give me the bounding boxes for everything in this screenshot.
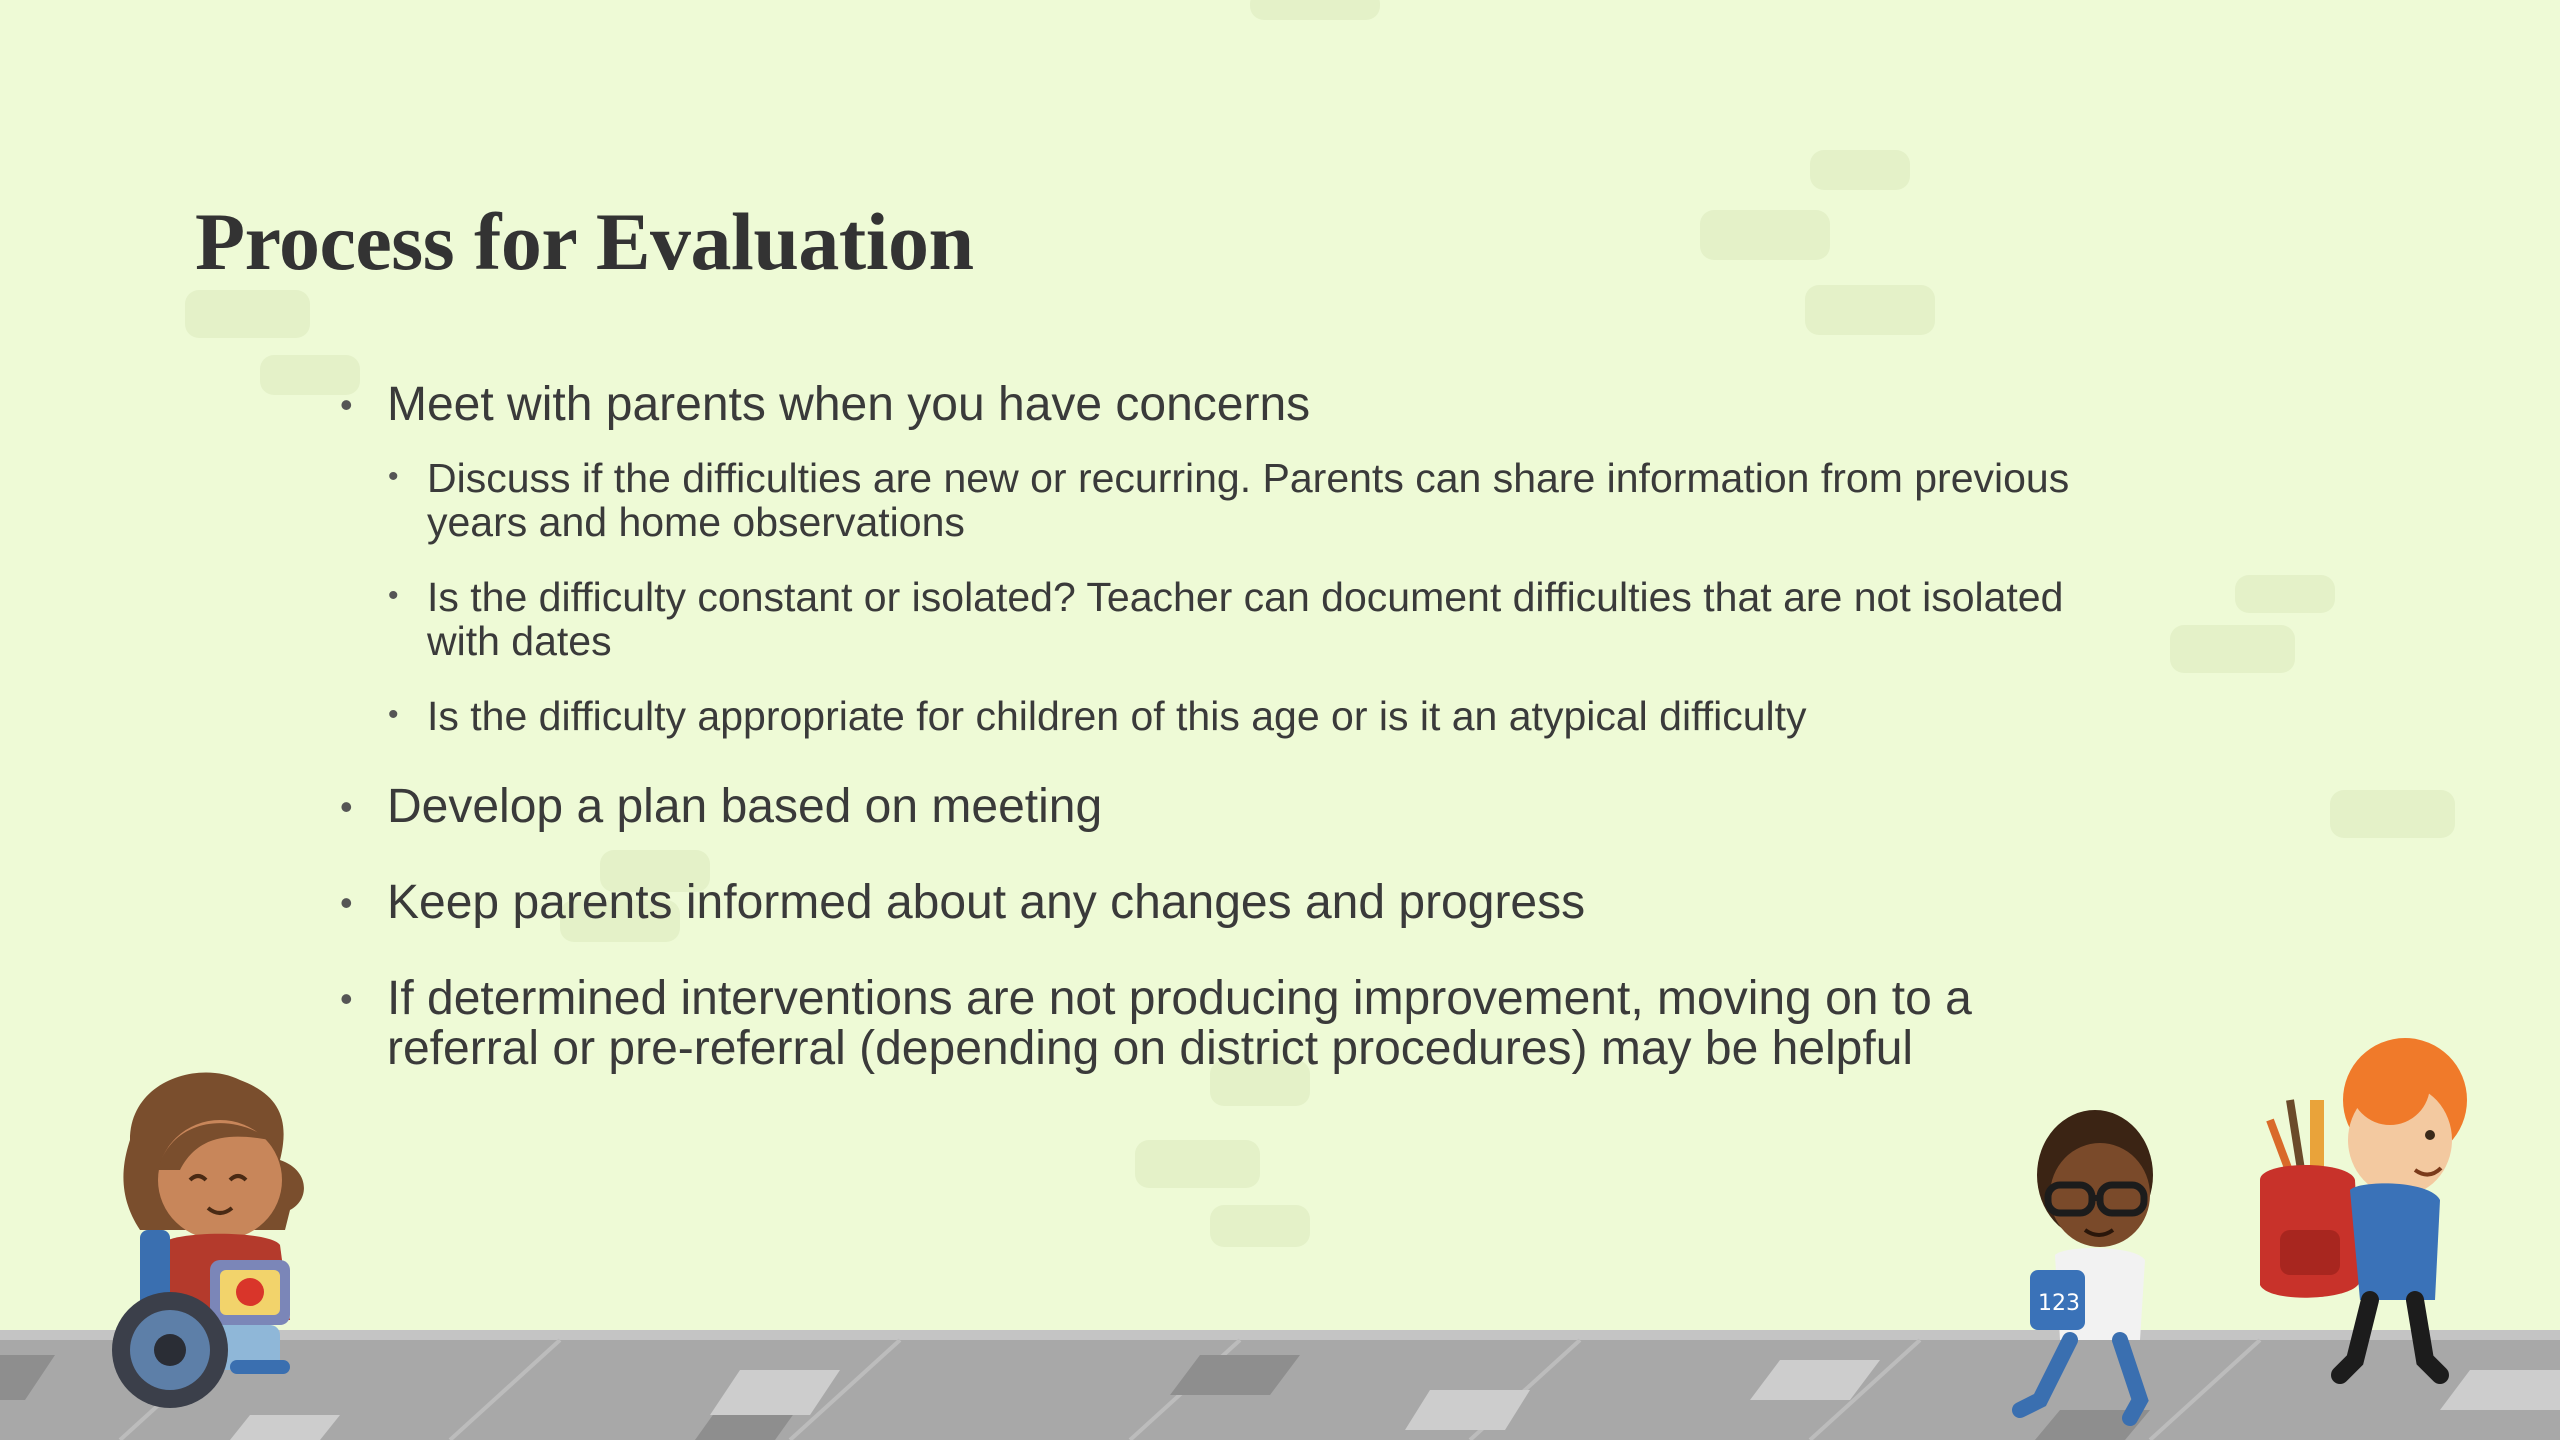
- sub-bullet-text: Discuss if the difficulties are new or recurring. Parents can share information from previous years and home observations: [427, 455, 2070, 545]
- sub-bullet-text: Is the difficulty appropriate for children of this age or is it an atypical difficulty: [427, 693, 1807, 739]
- background-brick: [1250, 0, 1380, 20]
- background-brick: [2170, 625, 2295, 673]
- child-with-book-illustration: [2000, 1100, 2200, 1430]
- child-in-wheelchair-illustration: [80, 1060, 380, 1420]
- bullet-item: [340, 974, 2120, 1074]
- book-digits: 123: [2038, 1291, 2080, 1316]
- background-brick: [185, 290, 310, 338]
- background-brick: [1810, 150, 1910, 190]
- background-brick: [1210, 1205, 1310, 1247]
- sub-bullet-item: [388, 694, 2120, 738]
- bullet-item: [340, 878, 2120, 928]
- bullet-text: Develop a plan based on meeting: [387, 780, 1103, 833]
- bullet-list: [340, 380, 2120, 1074]
- sub-bullet-text: Is the difficulty constant or isolated? Teacher can document difficulties that are not isolated with dates: [427, 574, 2064, 664]
- background-brick: [2235, 575, 2335, 613]
- bullet-item: [340, 782, 2120, 832]
- sub-bullet-item: [388, 456, 2120, 544]
- bullet-item: [340, 380, 2120, 430]
- background-brick: [1805, 285, 1935, 335]
- child-with-backpack-illustration: [2240, 1030, 2480, 1400]
- sub-bullet-item: [388, 575, 2120, 663]
- background-brick: [1700, 210, 1830, 260]
- slide-title: Process for Evaluation: [195, 196, 974, 287]
- background-brick: [1135, 1140, 1260, 1188]
- bullet-text: Meet with parents when you have concerns: [387, 378, 1311, 431]
- bullet-text: Keep parents informed about any changes and progress: [387, 876, 1586, 929]
- background-brick: [2330, 790, 2455, 838]
- bullet-text: If determined interventions are not producing improvement, moving on to a referral or pre-referral (depending on district procedures) may be helpful: [387, 972, 1972, 1075]
